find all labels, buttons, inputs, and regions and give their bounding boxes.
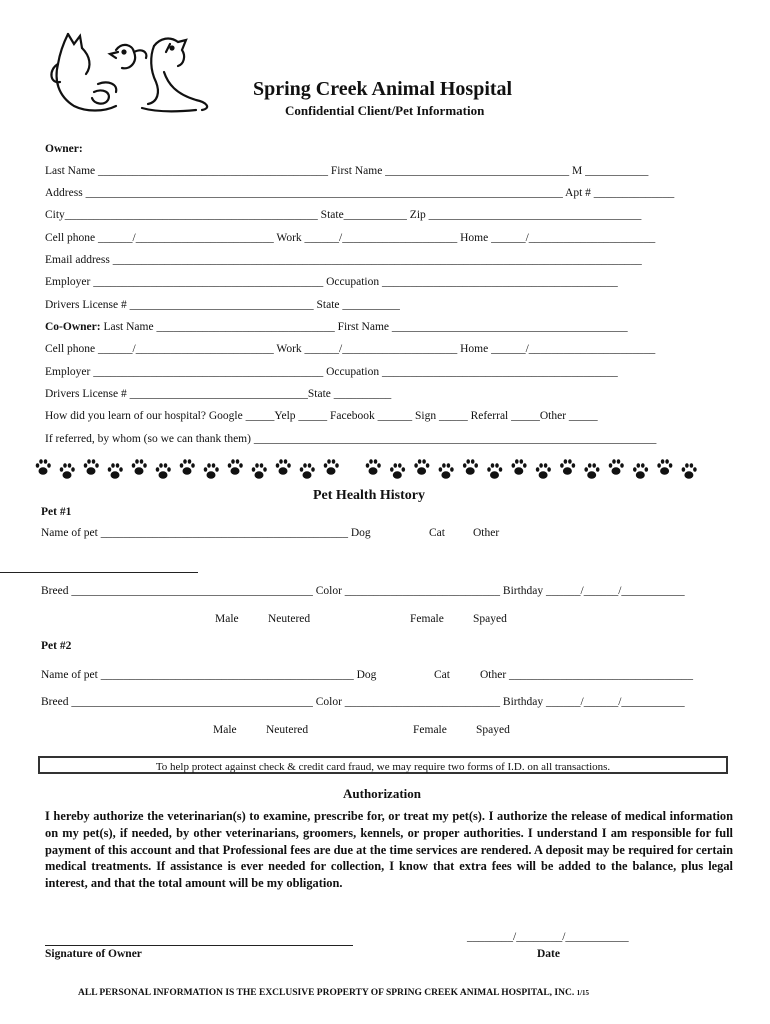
owner-license-field[interactable]: Drivers License # ________________________________ State __________ (45, 299, 400, 311)
paw-print-icon (36, 459, 51, 475)
fraud-notice: To help protect against check & credit card fraud, we may require two forms of I.D. on all transactions. (38, 756, 728, 774)
paw-print-icon (414, 459, 429, 475)
paw-print-icon (560, 459, 575, 475)
paw-print-icon (366, 459, 381, 475)
paw-print-icon (252, 463, 267, 479)
owner-signature-line[interactable] (45, 945, 353, 946)
pet2-label: Pet #2 (41, 640, 72, 652)
owner-name-field[interactable]: Last Name ________________________________________ First Name ________________________________ M ___________ (45, 165, 649, 177)
owner-email-field[interactable]: Email address ____________________________________________________________________________________________ (45, 254, 642, 266)
form-title: Confidential Client/Pet Information (285, 103, 485, 118)
paw-print-icon (609, 459, 624, 475)
coowner-name-field[interactable] (45, 321, 628, 333)
paw-print-icon (390, 463, 405, 479)
paw-print-icon (60, 463, 75, 479)
paw-print-icon (439, 463, 454, 479)
authorization-text: I hereby authorize the veterinarian(s) to examine, prescribe for, or treat my pet(s). I authorize the release of medical information on my pet(s), if needed, by other veterinarians, groomers, kennels, or proper authorities. I understand I am responsible for full payment of this account and that Professional fees are due at the time services are rendered. A deposit may be required for certain medical treatments. If assistance is ever needed for collection, I know that extra fees will be added to the balance, plus legal interest, and that the total amount will be my obligation. (45, 809, 733, 891)
paw-print-icon (536, 463, 551, 479)
paw-print-icon (276, 459, 291, 475)
paw-print-icon (180, 459, 195, 475)
pet-history-heading: Pet Health History (313, 488, 425, 503)
pet1-female-option[interactable]: Female (410, 613, 444, 625)
coowner-line: Last Name _______________________________ First Name _________________________________________ (103, 321, 628, 333)
paw-print-icon (228, 459, 243, 475)
owner-phone-field[interactable]: Cell phone ______/________________________ Work ______/____________________ Home ______/______________________ (45, 232, 656, 244)
paw-print-icon (463, 459, 478, 475)
pet1-label: Pet #1 (41, 506, 72, 518)
footer-text: ALL PERSONAL INFORMATION IS THE EXCLUSIVE PROPERTY OF SPRING CREEK ANIMAL HOSPITAL, INC. (78, 988, 575, 998)
referral-source-field[interactable]: How did you learn of our hospital? Google _____Yelp _____ Facebook ______ Sign _____ Referral _____Other _____ (45, 410, 598, 422)
pet1-name-field[interactable]: Name of pet ___________________________________________ Dog (41, 527, 371, 539)
pet2-spayed-option[interactable]: Spayed (476, 724, 510, 736)
paw-print-icon (633, 463, 648, 479)
pet2-neutered-option[interactable]: Neutered (266, 724, 309, 736)
pet2-name-field[interactable]: Name of pet ____________________________________________ Dog (41, 669, 377, 681)
paw-print-icon (132, 459, 147, 475)
signature-date-field[interactable]: ________/________/___________ (467, 931, 629, 943)
pet2-breed-field[interactable]: Breed __________________________________________ Color ___________________________ Birthday ______/______/___________ (41, 696, 685, 708)
paw-print-icon (682, 463, 697, 479)
owner-city-field[interactable]: City____________________________________________ State___________ Zip _____________________________________ (45, 209, 642, 221)
stray-rule (0, 572, 198, 573)
authorization-heading: Authorization (343, 786, 421, 801)
coowner-label: Co-Owner: (45, 321, 101, 333)
footer-notice (78, 988, 589, 998)
signature-date-label: Date (537, 948, 560, 960)
coowner-license-field[interactable]: Drivers License # _______________________________State __________ (45, 388, 392, 400)
coowner-employer-field[interactable]: Employer ________________________________________ Occupation _________________________________________ (45, 366, 618, 378)
paw-print-icon (204, 463, 219, 479)
pet1-neutered-option[interactable]: Neutered (268, 613, 311, 625)
paw-print-divider (34, 458, 724, 480)
owner-address-field[interactable]: Address ___________________________________________________________________________________ Apt # ______________ (45, 187, 675, 199)
paw-print-icon (324, 459, 339, 475)
owner-heading: Owner: (45, 143, 83, 155)
clinic-name: Spring Creek Animal Hospital (253, 78, 513, 100)
pet1-male-option[interactable]: Male (215, 613, 239, 625)
paw-print-icon (84, 459, 99, 475)
pet2-cat-option[interactable]: Cat (434, 669, 450, 681)
pet1-spayed-option[interactable]: Spayed (473, 613, 507, 625)
signature-owner-label: Signature of Owner (45, 948, 142, 960)
pet2-male-option[interactable]: Male (213, 724, 237, 736)
hospital-logo (46, 22, 216, 122)
pet1-other-option[interactable]: Other (473, 527, 500, 539)
paw-print-icon (300, 463, 315, 479)
pet2-other-field[interactable]: Other ________________________________ (480, 669, 694, 681)
pet1-cat-option[interactable]: Cat (429, 527, 445, 539)
coowner-phone-field[interactable]: Cell phone ______/________________________ Work ______/____________________ Home ______/______________________ (45, 343, 656, 355)
footer-revision: 1/15 (576, 989, 590, 997)
paw-print-icon (512, 459, 527, 475)
pet1-breed-field[interactable]: Breed __________________________________________ Color ___________________________ Birthday ______/______/___________ (41, 585, 685, 597)
pet2-female-option[interactable]: Female (413, 724, 447, 736)
paw-print-icon (487, 463, 502, 479)
referred-by-field[interactable]: If referred, by whom (so we can thank them) ______________________________________________________________________ (45, 433, 657, 445)
owner-employer-field[interactable]: Employer ________________________________________ Occupation _________________________________________ (45, 276, 618, 288)
paw-print-icon (584, 463, 599, 479)
paw-print-icon (156, 463, 171, 479)
paw-print-icon (108, 463, 123, 479)
paw-print-icon (657, 459, 672, 475)
